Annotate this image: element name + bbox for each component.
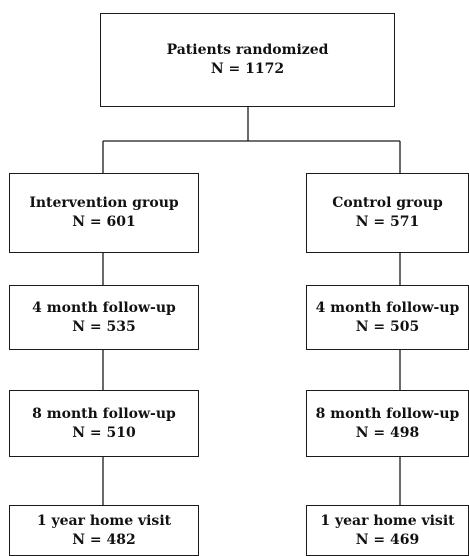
- stage-title: 4 month follow-up: [315, 299, 460, 316]
- stage-title: 8 month follow-up: [315, 405, 460, 422]
- control-1-year-box: [306, 505, 469, 556]
- stage-count: N = 469: [355, 531, 420, 548]
- stage-count: N = 535: [72, 318, 136, 335]
- stage-count: N = 498: [355, 424, 420, 441]
- arm-count: N = 571: [355, 214, 420, 230]
- control-8-month-box: [306, 390, 469, 457]
- control-4-month-box: [306, 285, 469, 350]
- stage-count: N = 505: [355, 318, 420, 335]
- root-title: Patients randomized: [166, 42, 329, 58]
- stage-title: 4 month follow-up: [32, 299, 176, 316]
- intervention-4-month-box: [9, 285, 199, 350]
- control-group-box: [306, 173, 469, 253]
- stage-title: 8 month follow-up: [32, 405, 176, 422]
- arm-count: N = 601: [72, 214, 136, 230]
- intervention-8-month-box: [9, 390, 199, 457]
- root-count: N = 1172: [210, 61, 285, 77]
- arm-name: Intervention group: [29, 195, 179, 211]
- stage-title: 1 year home visit: [36, 512, 172, 529]
- arm-name: Control group: [332, 195, 443, 211]
- stage-count: N = 482: [72, 531, 136, 548]
- root-box: [100, 13, 395, 107]
- intervention-1-year-box: [9, 505, 199, 556]
- stage-title: 1 year home visit: [320, 512, 455, 529]
- intervention-group-box: [9, 173, 199, 253]
- stage-count: N = 510: [72, 424, 136, 441]
